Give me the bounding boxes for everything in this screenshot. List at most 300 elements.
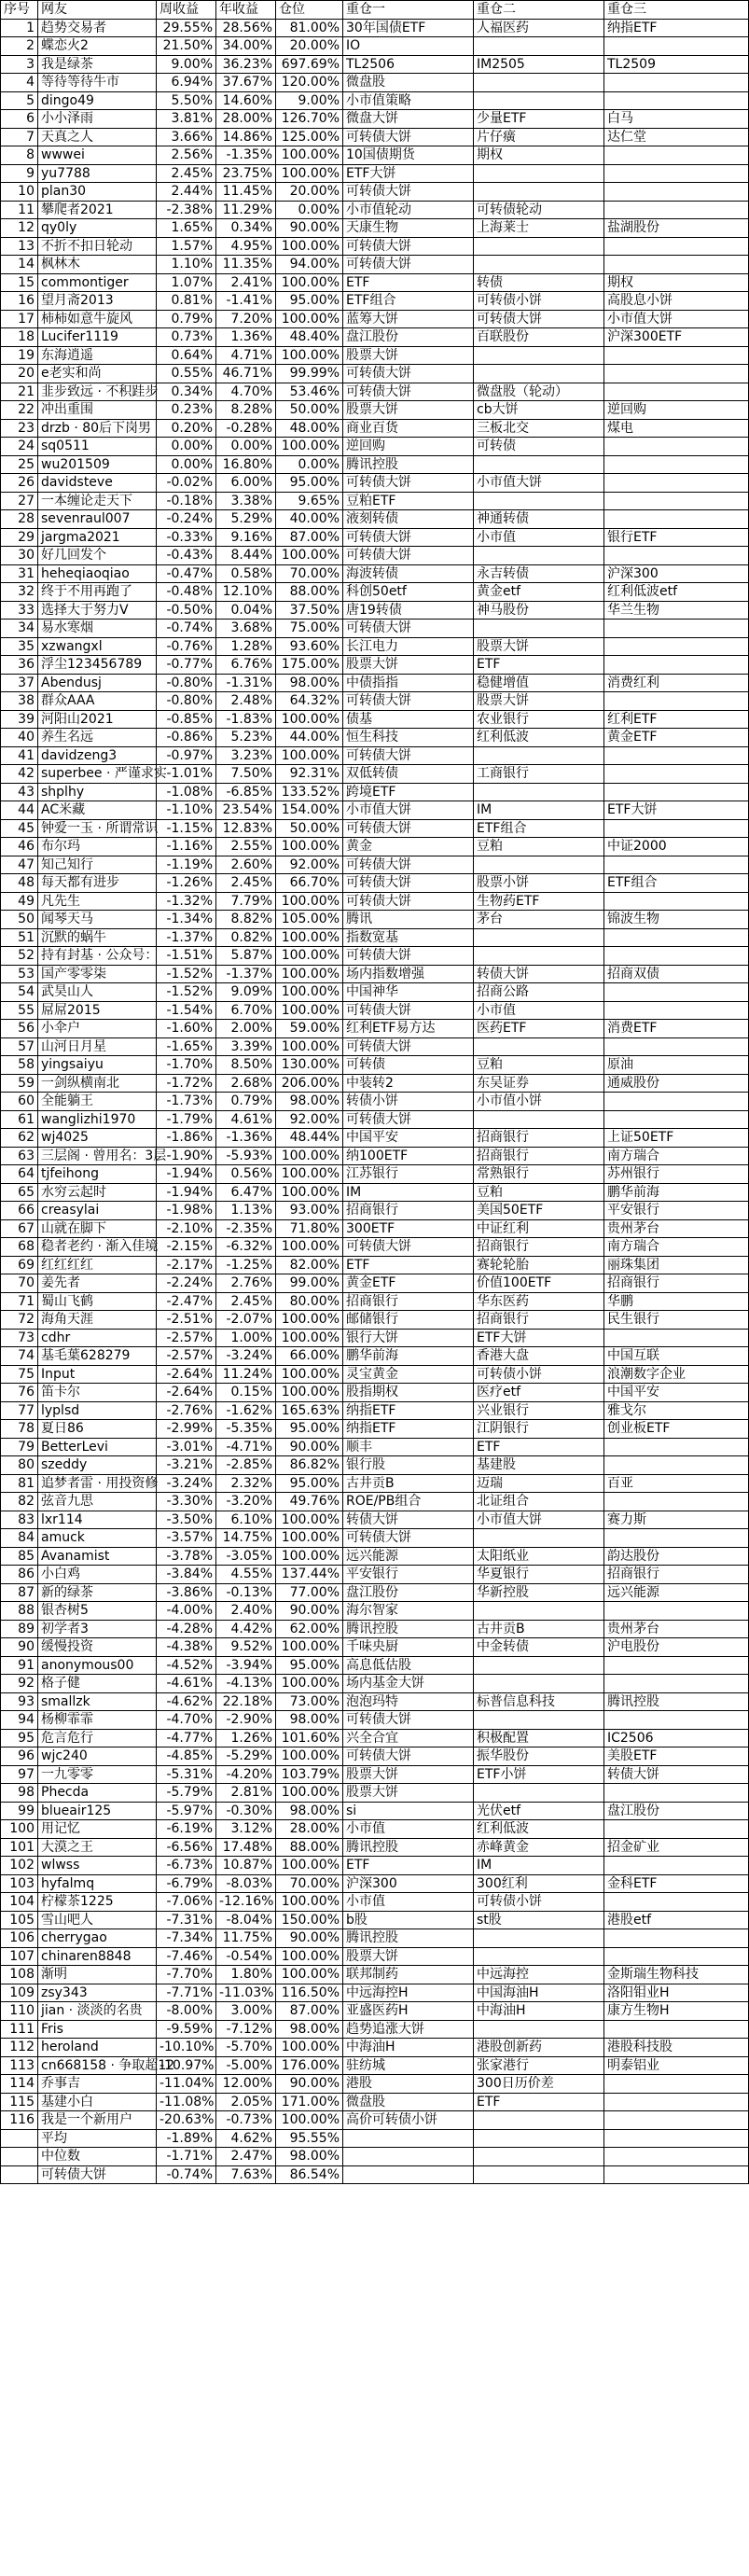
- cell-holding-1: 天康生物: [343, 219, 474, 238]
- table-row: [1, 911, 749, 929]
- cell-position: 100.00%: [276, 1966, 343, 1984]
- cell-holding-2: 招商银行: [474, 1129, 604, 1148]
- cell-annual-return: 2.47%: [216, 2148, 276, 2166]
- cell-index: 27: [1, 492, 38, 510]
- cell-holding-1: 泡泡玛特: [343, 1692, 474, 1711]
- cell-index: 76: [1, 1384, 38, 1402]
- cell-holding-3: [604, 37, 749, 56]
- cell-holding-2: 小市值大饼: [474, 1511, 604, 1529]
- table-row: [1, 2039, 749, 2057]
- cell-weekly-return: 0.55%: [157, 365, 216, 383]
- cell-annual-return: 4.71%: [216, 346, 276, 365]
- cell-holding-1: 海波转债: [343, 564, 474, 583]
- cell-holding-2: 中海油H: [474, 2002, 604, 2021]
- cell-username: chinaren8848: [38, 1947, 157, 1966]
- table-row: [1, 1638, 749, 1657]
- cell-index: 9: [1, 164, 38, 183]
- cell-holding-1: 可转债大饼: [343, 1529, 474, 1548]
- cell-annual-return: 3.38%: [216, 492, 276, 510]
- cell-holding-3: [604, 1656, 749, 1675]
- cell-username: 全能躺王: [38, 1093, 157, 1111]
- cell-position: 100.00%: [276, 1947, 343, 1966]
- cell-index: 46: [1, 838, 38, 856]
- cell-annual-return: 6.10%: [216, 1511, 276, 1529]
- cell-index: 43: [1, 783, 38, 801]
- cell-position: 40.00%: [276, 510, 343, 529]
- cell-holding-2: [474, 1929, 604, 1948]
- cell-holding-1: 可转债大饼: [343, 892, 474, 911]
- cell-index: 82: [1, 1493, 38, 1511]
- cell-index: 51: [1, 928, 38, 947]
- cell-holding-3: 腾讯控股: [604, 1692, 749, 1711]
- cell-username: Lucifer1119: [38, 328, 157, 347]
- table-row: [1, 256, 749, 274]
- cell-holding-3: 上证50ETF: [604, 1129, 749, 1148]
- cell-username: 小伞户: [38, 1020, 157, 1038]
- table-row: [1, 1329, 749, 1347]
- cell-holding-1: TL2506: [343, 55, 474, 74]
- cell-holding-3: 通威股份: [604, 1074, 749, 1093]
- cell-index: 12: [1, 219, 38, 238]
- cell-holding-1: 中装转2: [343, 1074, 474, 1093]
- cell-holding-2: 上海莱士: [474, 219, 604, 238]
- cell-holding-3: [604, 856, 749, 874]
- table-row: [1, 401, 749, 420]
- cell-annual-return: 3.39%: [216, 1037, 276, 1056]
- cell-weekly-return: -0.24%: [157, 510, 216, 529]
- cell-annual-return: 4.61%: [216, 1110, 276, 1129]
- cell-index: 104: [1, 1893, 38, 1912]
- cell-index: 29: [1, 528, 38, 547]
- cell-index: 77: [1, 1401, 38, 1420]
- cell-holding-1: 可转债大饼: [343, 528, 474, 547]
- cell-holding-3: 原油: [604, 1056, 749, 1075]
- cell-holding-2: 医疗etf: [474, 1384, 604, 1402]
- cell-holding-2: 豆粕: [474, 1056, 604, 1075]
- cell-holding-3: 招商银行: [604, 1274, 749, 1293]
- cell-username: Abendusj: [38, 674, 157, 692]
- table-row: [1, 1602, 749, 1621]
- cell-weekly-return: 29.55%: [157, 19, 216, 37]
- cell-holding-1: ROE/PB组合: [343, 1493, 474, 1511]
- cell-annual-return: 23.54%: [216, 801, 276, 820]
- cell-holding-3: 消费红利: [604, 674, 749, 692]
- cell-weekly-return: -3.57%: [157, 1529, 216, 1548]
- cell-holding-2: 茅台: [474, 911, 604, 929]
- cell-weekly-return: -1.71%: [157, 2148, 216, 2166]
- table-row: [1, 838, 749, 856]
- table-row: [1, 492, 749, 510]
- cell-index: 40: [1, 729, 38, 747]
- cell-position: 88.00%: [276, 1838, 343, 1857]
- table-row: [1, 874, 749, 893]
- cell-username: 用记忆: [38, 1820, 157, 1839]
- cell-holding-1: 跨境ETF: [343, 783, 474, 801]
- table-row: [1, 1711, 749, 1730]
- cell-holding-2: [474, 1784, 604, 1803]
- cell-username: 姜先者: [38, 1274, 157, 1293]
- table-row: [1, 1620, 749, 1638]
- cell-annual-return: -8.04%: [216, 1911, 276, 1929]
- cell-holding-1: 指数宽基: [343, 928, 474, 947]
- cell-holding-1: 液刻转债: [343, 510, 474, 529]
- cell-position: 100.00%: [276, 1311, 343, 1330]
- table-row: [1, 91, 749, 110]
- cell-annual-return: -4.13%: [216, 1675, 276, 1693]
- cell-holding-2: ETF小饼: [474, 1765, 604, 1784]
- table-row: [1, 1438, 749, 1456]
- cell-username: hyfalmq: [38, 1874, 157, 1893]
- cell-username: 夏日86: [38, 1420, 157, 1439]
- table-row: [1, 273, 749, 292]
- cell-weekly-return: 1.07%: [157, 273, 216, 292]
- cell-holding-3: [604, 983, 749, 1002]
- table-row: [1, 2020, 749, 2039]
- cell-holding-2: [474, 455, 604, 474]
- cell-index: 30: [1, 547, 38, 565]
- cell-holding-2: 股票大饼: [474, 692, 604, 711]
- table-row: [1, 1074, 749, 1093]
- cell-holding-1: 中海油H: [343, 2039, 474, 2057]
- table-row: [1, 1147, 749, 1165]
- cell-annual-return: 4.62%: [216, 2129, 276, 2148]
- cell-annual-return: 6.70%: [216, 1001, 276, 1020]
- cell-username: yu7788: [38, 164, 157, 183]
- cell-username: wjc240: [38, 1748, 157, 1766]
- cell-username: 每天都有进步: [38, 874, 157, 893]
- cell-index: 103: [1, 1874, 38, 1893]
- cell-holding-1: 盘江股份: [343, 328, 474, 347]
- table-row: [1, 438, 749, 456]
- cell-holding-1: 红利ETF易方达: [343, 1020, 474, 1038]
- table-row: [1, 219, 749, 238]
- cell-position: 93.60%: [276, 637, 343, 656]
- cell-annual-return: 0.56%: [216, 1165, 276, 1184]
- cell-holding-3: [604, 765, 749, 784]
- cell-position: 100.00%: [276, 1638, 343, 1657]
- cell-weekly-return: -11.04%: [157, 2075, 216, 2094]
- cell-holding-3: [604, 1456, 749, 1475]
- cell-username: 柠檬茶1225: [38, 1893, 157, 1912]
- cell-position: 120.00%: [276, 74, 343, 92]
- table-row: [1, 146, 749, 165]
- cell-position: 95.00%: [276, 1420, 343, 1439]
- cell-position: 100.00%: [276, 1857, 343, 1875]
- cell-position: 150.00%: [276, 1911, 343, 1929]
- cell-annual-return: -1.36%: [216, 1129, 276, 1148]
- cell-position: 98.00%: [276, 2148, 343, 2166]
- cell-index: 10: [1, 183, 38, 202]
- cell-index: 80: [1, 1456, 38, 1475]
- cell-index: 4: [1, 74, 38, 92]
- cell-annual-return: -2.07%: [216, 1311, 276, 1330]
- cell-index: 48: [1, 874, 38, 893]
- cell-weekly-return: -0.43%: [157, 547, 216, 565]
- cell-index: 7: [1, 128, 38, 146]
- cell-holding-3: 达仁堂: [604, 128, 749, 146]
- table-row: [1, 1256, 749, 1274]
- table-row: [1, 2056, 749, 2075]
- table-row: [1, 692, 749, 711]
- cell-holding-1: 可转债大饼: [343, 874, 474, 893]
- cell-annual-return: 9.16%: [216, 528, 276, 547]
- cell-holding-1: 可转债大饼: [343, 383, 474, 401]
- cell-index: 89: [1, 1620, 38, 1638]
- cell-username: cherrygao: [38, 1929, 157, 1948]
- cell-annual-return: -6.85%: [216, 783, 276, 801]
- cell-holding-2: 人福医药: [474, 19, 604, 37]
- cell-weekly-return: -7.71%: [157, 1984, 216, 2002]
- cell-holding-3: 煤电: [604, 419, 749, 438]
- cell-holding-3: 民生银行: [604, 1311, 749, 1330]
- cell-weekly-return: -1.32%: [157, 892, 216, 911]
- cell-holding-1: 小市值: [343, 1893, 474, 1912]
- cell-index: 2: [1, 37, 38, 56]
- cell-holding-3: 贵州茅台: [604, 1620, 749, 1638]
- cell-username: 我是一个新用户: [38, 2111, 157, 2130]
- cell-annual-return: -3.94%: [216, 1656, 276, 1675]
- cell-annual-return: 11.35%: [216, 256, 276, 274]
- cell-holding-3: IC2506: [604, 1729, 749, 1748]
- cell-holding-1: 古井贡B: [343, 1474, 474, 1493]
- table-row: [1, 1384, 749, 1402]
- cell-position: 100.00%: [276, 1165, 343, 1184]
- cell-username: jian · 淡淡的名贵: [38, 2002, 157, 2021]
- cell-username: 水穷云起时: [38, 1183, 157, 1202]
- cell-username: 稳者老约 · 渐入佳境: [38, 1238, 157, 1257]
- cell-holding-1: 灵宝黄金: [343, 1365, 474, 1384]
- cell-position: 697.69%: [276, 55, 343, 74]
- cell-holding-3: [604, 383, 749, 401]
- cell-position: 100.00%: [276, 746, 343, 765]
- cell-holding-1: 腾讯控股: [343, 1838, 474, 1857]
- cell-holding-2: 永吉转债: [474, 564, 604, 583]
- cell-position: 90.00%: [276, 219, 343, 238]
- cell-annual-return: -6.32%: [216, 1238, 276, 1257]
- cell-username: cn668158 · 争取超12: [38, 2056, 157, 2075]
- cell-weekly-return: 1.65%: [157, 219, 216, 238]
- cell-annual-return: 8.28%: [216, 401, 276, 420]
- table-row: [1, 55, 749, 74]
- cell-position: 100.00%: [276, 310, 343, 328]
- cell-position: 100.00%: [276, 273, 343, 292]
- cell-holding-2: IM: [474, 801, 604, 820]
- cell-holding-1: 亚盛医药H: [343, 2002, 474, 2021]
- cell-holding-3: [604, 1820, 749, 1839]
- cell-position: 98.00%: [276, 1802, 343, 1820]
- cell-annual-return: 1.00%: [216, 1329, 276, 1347]
- cell-username: AC米藏: [38, 801, 157, 820]
- cell-position: 90.00%: [276, 1602, 343, 1621]
- cell-holding-2: 豆粕: [474, 1183, 604, 1202]
- cell-holding-2: 股票小饼: [474, 874, 604, 893]
- cell-holding-2: [474, 547, 604, 565]
- cell-weekly-return: -1.08%: [157, 783, 216, 801]
- table-row: [1, 1947, 749, 1966]
- cell-annual-return: 4.70%: [216, 383, 276, 401]
- cell-index: [1, 2165, 38, 2184]
- cell-holding-2: 可转债轮动: [474, 201, 604, 219]
- table-row: [1, 1729, 749, 1748]
- cell-username: qy0ly: [38, 219, 157, 238]
- cell-username: 东海逍遥: [38, 346, 157, 365]
- cell-annual-return: 5.23%: [216, 729, 276, 747]
- cell-holding-1: 可转债大饼: [343, 1001, 474, 1020]
- cell-username: Input: [38, 1365, 157, 1384]
- cell-holding-1: ETF组合: [343, 292, 474, 311]
- cell-position: 59.00%: [276, 1020, 343, 1038]
- cell-holding-2: 300日历价差: [474, 2075, 604, 2094]
- cell-holding-2: 豆粕: [474, 838, 604, 856]
- cell-weekly-return: -2.64%: [157, 1384, 216, 1402]
- cell-weekly-return: -1.34%: [157, 911, 216, 929]
- cell-username: 笛卡尔: [38, 1384, 157, 1402]
- cell-holding-1: 可转债大饼: [343, 620, 474, 638]
- cell-username: 一九零零: [38, 1765, 157, 1784]
- cell-holding-3: 红利低波etf: [604, 583, 749, 602]
- cell-holding-1: 科创50etf: [343, 583, 474, 602]
- cell-index: 35: [1, 637, 38, 656]
- cell-holding-1: 可转债大饼: [343, 1748, 474, 1766]
- cell-position: 100.00%: [276, 838, 343, 856]
- cell-position: 100.00%: [276, 146, 343, 165]
- table-row: [1, 2002, 749, 2021]
- cell-holding-2: 赛轮轮胎: [474, 1256, 604, 1274]
- cell-holding-3: [604, 746, 749, 765]
- cell-position: 70.00%: [276, 564, 343, 583]
- cell-holding-3: [604, 819, 749, 838]
- cell-index: 31: [1, 564, 38, 583]
- cell-index: 83: [1, 1511, 38, 1529]
- cell-weekly-return: 0.34%: [157, 383, 216, 401]
- cell-index: 61: [1, 1110, 38, 1129]
- cell-weekly-return: 9.00%: [157, 55, 216, 74]
- cell-annual-return: -5.70%: [216, 2039, 276, 2057]
- cell-position: 92.31%: [276, 765, 343, 784]
- cell-index: 78: [1, 1420, 38, 1439]
- cell-weekly-return: -2.15%: [157, 1238, 216, 1257]
- cell-index: 23: [1, 419, 38, 438]
- cell-weekly-return: -2.38%: [157, 201, 216, 219]
- table-row: [1, 201, 749, 219]
- cell-holding-3: [604, 656, 749, 675]
- table-row: [1, 1820, 749, 1839]
- table-row: [1, 1493, 749, 1511]
- cell-holding-1: 联邦制药: [343, 1966, 474, 1984]
- cell-index: 42: [1, 765, 38, 784]
- table-row: [1, 1838, 749, 1857]
- cell-position: 95.55%: [276, 2129, 343, 2148]
- cell-position: 73.00%: [276, 1692, 343, 1711]
- cell-position: 92.00%: [276, 856, 343, 874]
- cell-annual-return: 11.75%: [216, 1929, 276, 1948]
- cell-index: 72: [1, 1311, 38, 1330]
- table-row: [1, 1802, 749, 1820]
- cell-holding-3: [604, 1784, 749, 1803]
- cell-weekly-return: -0.97%: [157, 746, 216, 765]
- cell-weekly-return: -0.47%: [157, 564, 216, 583]
- cell-index: 64: [1, 1165, 38, 1184]
- cell-holding-1: 300ETF: [343, 1219, 474, 1238]
- cell-position: 176.00%: [276, 2056, 343, 2075]
- table-row: [1, 110, 749, 129]
- cell-position: 206.00%: [276, 1074, 343, 1093]
- cell-username: 国产零零柒: [38, 965, 157, 983]
- cell-weekly-return: -5.97%: [157, 1802, 216, 1820]
- cell-index: 63: [1, 1147, 38, 1165]
- cell-position: 100.00%: [276, 983, 343, 1002]
- cell-annual-return: 28.00%: [216, 110, 276, 129]
- cell-position: 92.00%: [276, 1110, 343, 1129]
- cell-index: 15: [1, 273, 38, 292]
- cell-holding-3: [604, 91, 749, 110]
- cell-holding-3: [604, 1602, 749, 1621]
- cell-annual-return: 17.48%: [216, 1838, 276, 1857]
- cell-holding-3: 中国平安: [604, 1384, 749, 1402]
- cell-weekly-return: 0.64%: [157, 346, 216, 365]
- cell-username: lyplsd: [38, 1401, 157, 1420]
- cell-index: 67: [1, 1219, 38, 1238]
- cell-annual-return: 11.45%: [216, 183, 276, 202]
- cell-annual-return: -1.83%: [216, 710, 276, 729]
- cell-holding-2: 北证组合: [474, 1493, 604, 1511]
- cell-holding-1: 顺丰: [343, 1438, 474, 1456]
- cell-position: 98.00%: [276, 2020, 343, 2039]
- cell-annual-return: 1.26%: [216, 1729, 276, 1748]
- cell-username: 冲出重围: [38, 401, 157, 420]
- cell-weekly-return: 0.20%: [157, 419, 216, 438]
- cell-annual-return: 0.79%: [216, 1093, 276, 1111]
- cell-holding-1: [343, 2129, 474, 2148]
- cell-weekly-return: -4.38%: [157, 1638, 216, 1657]
- cell-holding-1: 商业百货: [343, 419, 474, 438]
- cell-holding-2: 标普信息科技: [474, 1692, 604, 1711]
- cell-position: 100.00%: [276, 928, 343, 947]
- cell-holding-3: [604, 2020, 749, 2039]
- cell-holding-1: 盘江股份: [343, 1583, 474, 1602]
- cell-username: 杨柳霏霏: [38, 1711, 157, 1730]
- cell-holding-2: [474, 928, 604, 947]
- cell-index: 34: [1, 620, 38, 638]
- cell-holding-3: 高股息小饼: [604, 292, 749, 311]
- cell-annual-return: 6.47%: [216, 1183, 276, 1202]
- cell-position: 71.80%: [276, 1219, 343, 1238]
- cell-username: 钟爱一玉 · 所谓常识: [38, 819, 157, 838]
- header-row: [1, 1, 749, 20]
- cell-weekly-return: -1.15%: [157, 819, 216, 838]
- cell-index: 93: [1, 1692, 38, 1711]
- cell-index: 73: [1, 1329, 38, 1347]
- cell-annual-return: 1.36%: [216, 328, 276, 347]
- cell-index: 59: [1, 1074, 38, 1093]
- cell-weekly-return: 0.00%: [157, 438, 216, 456]
- cell-index: 99: [1, 1802, 38, 1820]
- cell-index: 50: [1, 911, 38, 929]
- table-row: [1, 674, 749, 692]
- cell-annual-return: 2.60%: [216, 856, 276, 874]
- table-row: [1, 510, 749, 529]
- cell-annual-return: 2.48%: [216, 692, 276, 711]
- cell-index: 69: [1, 1256, 38, 1274]
- cell-position: 86.54%: [276, 2165, 343, 2184]
- table-row: [1, 37, 749, 56]
- cell-annual-return: 7.20%: [216, 310, 276, 328]
- cell-holding-1: 港股: [343, 2075, 474, 2094]
- header-weekly-return: 周收益: [157, 1, 216, 20]
- cell-annual-return: 11.29%: [216, 201, 276, 219]
- cell-holding-2: 可转债小饼: [474, 1893, 604, 1912]
- cell-index: 79: [1, 1438, 38, 1456]
